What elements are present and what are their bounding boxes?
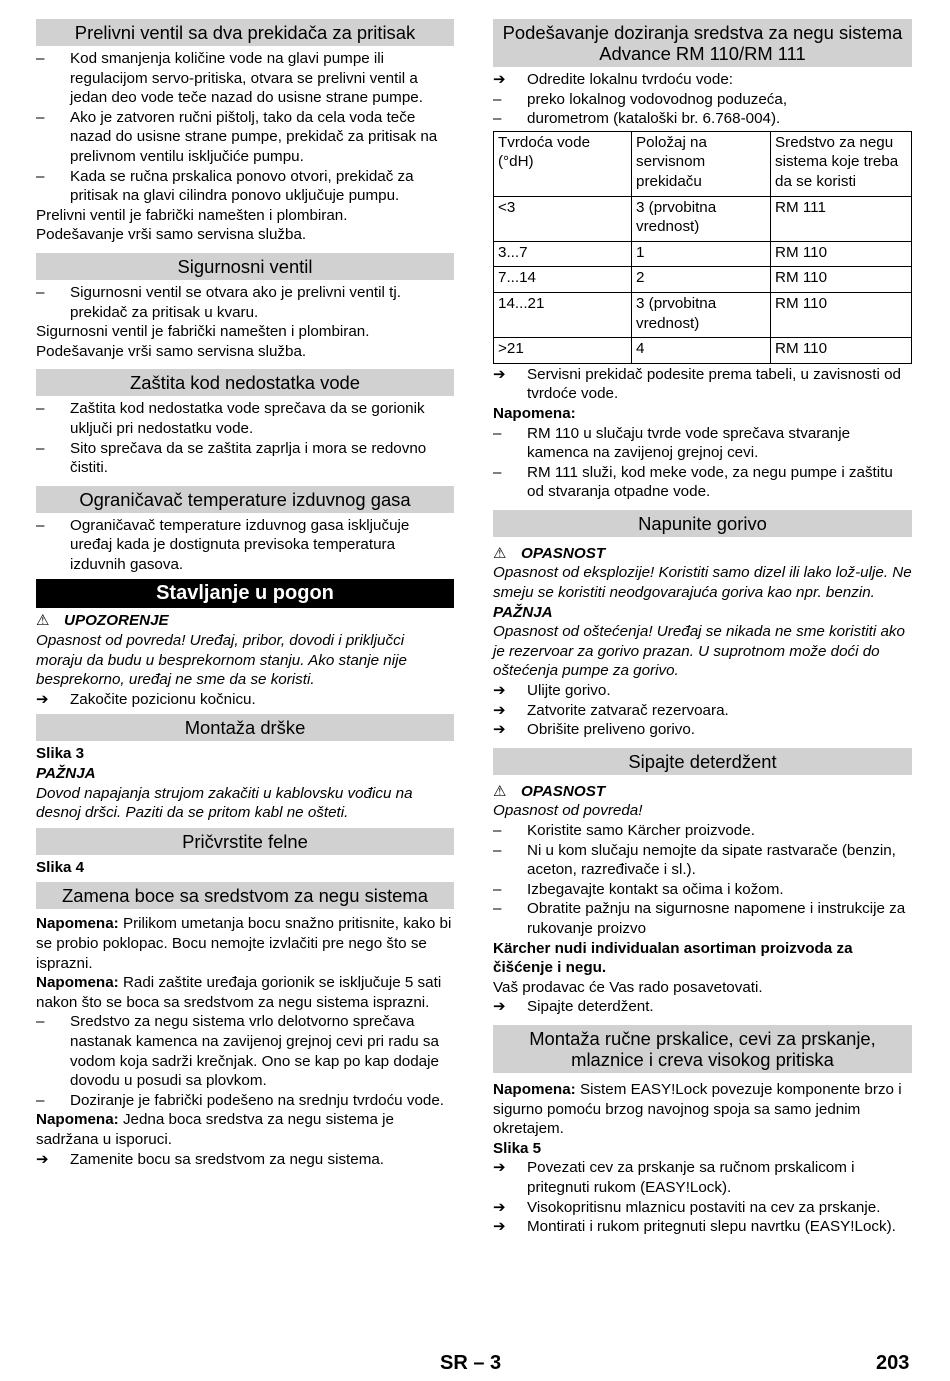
arrow-item: ➔ Montirati i rukom pritegnuti slepu navrtku (EASY!Lock).: [493, 1218, 896, 1236]
arrow-icon: ➔: [493, 71, 506, 88]
table-cell: 7...14: [494, 267, 632, 293]
water-hardness-table: [493, 131, 912, 364]
dash-item: – RM 111 služi, kod meke vode, za negu pumpe i zaštitu od stvaranja otpadne vode.: [493, 463, 893, 501]
dash-item: – Zaštita kod nedostatka vode sprečava da se gorionik uključi pri nedostatku vode.: [36, 400, 425, 437]
table-cell: RM 110: [771, 241, 912, 267]
dash-item: – preko lokalnog vodovodnog poduzeća,: [493, 90, 788, 108]
table-row: [494, 338, 912, 364]
dash-marker: –: [36, 439, 45, 457]
arrow-icon: ➔: [493, 701, 506, 719]
arrow-item: ➔ Sipajte deterdžent.: [493, 998, 654, 1016]
right-column: [493, 19, 912, 1237]
dash-marker: –: [493, 822, 502, 839]
arrow-item: ➔ Servisni prekidač podesite prema tabeli, u zavisnosti od tvrdoće vode.: [493, 365, 901, 403]
dash-marker: –: [493, 424, 502, 442]
dash-item: – Izbegavajte kontakt sa očima i kožom.: [493, 880, 784, 898]
table-cell: RM 110: [771, 267, 912, 293]
table-row: [494, 241, 912, 267]
section-heading: Ograničavač temperature izduvnog gasa: [36, 486, 454, 513]
dash-marker: –: [36, 167, 45, 185]
note-paragraph: Napomena: Jedna boca sredstva za negu sistema je sadržana u isporuci.: [36, 1111, 394, 1148]
figure-ref: Slika 3: [36, 745, 85, 763]
dash-item: – durometrom (kataloški br. 6.768-004).: [493, 110, 781, 128]
dash-marker: –: [36, 108, 45, 126]
note-label: Napomena:: [36, 974, 119, 992]
danger-text: Opasnost od eksplozije! Koristiti samo dizel ili lako lož-ulje. Ne smeju se koristiti neodgovarajuća goriva kao npr. benzin.: [493, 564, 912, 602]
dash-item: – Koristite samo Kärcher proizvode.: [493, 822, 755, 839]
warning-icon: ⚠: [36, 612, 50, 630]
arrow-icon: ➔: [36, 1150, 49, 1168]
section-heading: Prelivni ventil sa dva prekidača za pritisak: [36, 19, 454, 46]
section-heading: Podešavanje doziranja sredstva za negu sistema Advance RM 110/RM 111: [493, 19, 912, 67]
section-heading: Napunite gorivo: [493, 510, 912, 537]
arrow-icon: ➔: [493, 1198, 506, 1216]
dash-item: – Kada se ručna prskalica ponovo otvori, prekidač za pritisak na glavi cilindra ponovo uključuje pumpu.: [36, 167, 414, 205]
table-cell: <3: [494, 196, 632, 241]
caution-label: PAŽNJA: [493, 603, 553, 621]
dash-marker: –: [36, 283, 45, 301]
dash-marker: –: [493, 880, 502, 898]
dash-item: – Ako je zatvoren ručni pištolj, tako da cela voda teče nazad do usisne strane pumpe, prekidač za pritisak na prelivnom ventilu isključiće pumpu.: [36, 108, 438, 165]
table-cell: >21: [494, 338, 632, 364]
table-cell: 14...21: [494, 292, 632, 337]
dash-marker: –: [36, 1013, 45, 1031]
dash-marker: –: [493, 841, 502, 859]
dash-item: – Sredstvo za negu sistema vrlo delotvorno sprečava nastanak kamenca na zavijenoj grejnoj cevi pri radu sa vodom koja sadrži krečnjak. Ono se kap po kap dodaje dovodu u posudi sa plovkom.: [36, 1013, 439, 1090]
arrow-item: ➔ Obrišite preliveno gorivo.: [493, 721, 695, 739]
table-row: [494, 292, 912, 337]
table-cell: 4: [632, 338, 771, 364]
danger-text: Opasnost od povreda!: [493, 802, 643, 820]
dash-marker: –: [36, 516, 45, 534]
table-cell: 2: [632, 267, 771, 293]
section-heading: Montaža ručne prskalice, cevi za prskanje, mlaznice i creva visokog pritiska: [493, 1025, 912, 1073]
dash-marker: –: [36, 1091, 45, 1109]
dash-item: – Sigurnosni ventil se otvara ako je prelivni ventil tj. prekidač za pritisak u kvaru.: [36, 283, 401, 321]
dash-marker: –: [493, 900, 502, 918]
note-paragraph: Napomena: Prilikom umetanja bocu snažno pritisnite, kako bi se probio poklopac. Bocu nemojte izvlačiti pre nego što se isprazni.: [36, 915, 452, 972]
arrow-item: ➔ Zatvorite zatvarač rezervoara.: [493, 701, 729, 719]
paragraph: Podešavanje vrši samo servisna služba.: [36, 342, 307, 360]
table-header-cell: Sredstvo za negu sistema koje treba da se koristi: [771, 131, 912, 196]
arrow-item: ➔ Zakočite pozicionu kočnicu.: [36, 690, 256, 708]
page-number: 203: [876, 1352, 910, 1374]
arrow-icon: ➔: [493, 1218, 506, 1236]
paragraph: Prelivni ventil je fabrički namešten i plombiran.: [36, 206, 348, 224]
dash-marker: –: [493, 463, 502, 481]
arrow-icon: ➔: [493, 1159, 506, 1177]
footer-section-label: SR – 3: [440, 1352, 502, 1374]
arrow-icon: ➔: [493, 682, 506, 700]
section-heading: Pričvrstite felne: [36, 828, 454, 855]
figure-ref: Slika 5: [493, 1139, 542, 1157]
warning-icon: ⚠: [493, 782, 507, 800]
arrow-icon: ➔: [493, 365, 506, 383]
arrow-item: ➔ Povezati cev za prskanje sa ručnom prskalicom i pritegnuti rukom (EASY!Lock).: [493, 1159, 855, 1196]
table-cell: 1: [632, 241, 771, 267]
paragraph: Vaš prodavac će Vas rado posavetovati.: [493, 978, 763, 996]
bold-paragraph: Kärcher nudi individualan asortiman proizvoda za čišćenje i negu.: [493, 939, 853, 977]
dash-marker: –: [36, 400, 45, 418]
arrow-item: ➔ Ulijte gorivo.: [493, 682, 611, 700]
table-cell: 3 (prvobitna vrednost): [632, 196, 771, 241]
table-header-cell: Tvrdoća vode (°dH): [494, 131, 632, 196]
dash-item: – Obratite pažnju na sigurnosne napomene i instrukcije za rukovanje proizvo: [493, 900, 906, 937]
arrow-item: ➔ Odredite lokalnu tvrdoću vode:: [493, 71, 733, 88]
dash-marker: –: [36, 50, 45, 67]
dash-marker: –: [493, 110, 502, 128]
dash-item: – Kod smanjenja količine vode na glavi pumpe ili regulacijom servo-pritiska, otvara se prelivni ventil a jedan deo vode teče nazad do usisne strane pumpe.: [36, 50, 423, 107]
paragraph: Podešavanje vrši samo servisna služba.: [36, 226, 307, 244]
dash-item: – Sito sprečava da se zaštita zaprlja i mora se redovno čistiti.: [36, 439, 427, 477]
danger-label: ⚠ OPASNOST: [493, 782, 606, 800]
left-column: [36, 19, 454, 1169]
dash-item: – Ni u kom slučaju nemojte da sipate rastvarače (benzin, aceton, razređivače i sl.).: [493, 841, 896, 879]
arrow-icon: ➔: [493, 998, 506, 1016]
dash-item: – RM 110 u slučaju tvrde vode sprečava stvaranje kamenca na zavijenoj grejnoj cevi.: [493, 424, 851, 462]
table-cell: RM 110: [771, 338, 912, 364]
note-label: Napomena:: [493, 1080, 576, 1098]
note-paragraph: Napomena: Radi zaštite uređaja gorionik se isključuje 5 sati nakon što se boca sa sredstvom za negu sistema isprazni.: [36, 974, 442, 1011]
danger-label: ⚠ OPASNOST: [493, 544, 606, 562]
table-cell: 3...7: [494, 241, 632, 267]
section-heading: Montaža drške: [36, 714, 454, 741]
arrow-item: ➔ Zamenite bocu sa sredstvom za negu sistema.: [36, 1150, 385, 1168]
chapter-heading: Stavljanje u pogon: [36, 579, 454, 608]
caution-label: PAŽNJA: [36, 765, 96, 783]
section-heading: Zaštita kod nedostatka vode: [36, 369, 454, 396]
caution-text: Dovod napajanja strujom zakačiti u kablovsku vođicu na desnoj dršci. Paziti da se pritom kabl ne ošteti.: [36, 784, 413, 822]
warning-icon: ⚠: [493, 544, 507, 562]
table-row: [494, 267, 912, 293]
note-label: Napomena:: [36, 915, 119, 933]
figure-ref: Slika 4: [36, 858, 85, 876]
dash-item: – Doziranje je fabrički podešeno na srednju tvrdoću vode.: [36, 1091, 444, 1109]
section-heading: Zamena boce sa sredstvom za negu sistema: [36, 882, 454, 909]
table-header-row: [494, 131, 912, 196]
warning-label: ⚠ UPOZORENJE: [36, 612, 169, 630]
warning-text: Opasnost od povreda! Uređaj, pribor, dovodi i priključci moraju da budu u besprekornom stanju. Ako stanje nije besprekorno, uređaj ne sme da se koristi.: [36, 632, 407, 689]
note-paragraph: Napomena: Sistem EASY!Lock povezuje komponente brzo i sigurno pomoću brzog navojnog spoja sa samo jednim okretajem.: [493, 1080, 902, 1138]
section-heading: Sigurnosni ventil: [36, 253, 454, 280]
dash-item: – Ograničavač temperature izduvnog gasa isključuje uređaj kada je dostignuta previsoka temperatura izduvnih gasova.: [36, 516, 410, 573]
table-row: [494, 196, 912, 241]
arrow-icon: ➔: [493, 721, 506, 739]
section-heading: Sipajte deterdžent: [493, 748, 912, 775]
table-cell: 3 (prvobitna vrednost): [632, 292, 771, 337]
table-cell: RM 110: [771, 292, 912, 337]
arrow-item: ➔ Visokopritisnu mlaznicu postaviti na cev za prskanje.: [493, 1198, 881, 1216]
note-label: Napomena:: [36, 1111, 119, 1129]
note-label: Napomena:: [493, 404, 576, 422]
caution-text: Opasnost od oštećenja! Uređaj se nikada ne sme koristiti ako je rezervoar za gorivo prazan. U suprotnom može doći do oštećenja pumpe za gorivo.: [493, 623, 905, 680]
table-header-cell: Položaj na servisnom prekidaču: [632, 131, 771, 196]
paragraph: Sigurnosni ventil je fabrički namešten i plombiran.: [36, 323, 370, 341]
dash-marker: –: [493, 90, 502, 108]
table-cell: RM 111: [771, 196, 912, 241]
arrow-icon: ➔: [36, 690, 49, 708]
